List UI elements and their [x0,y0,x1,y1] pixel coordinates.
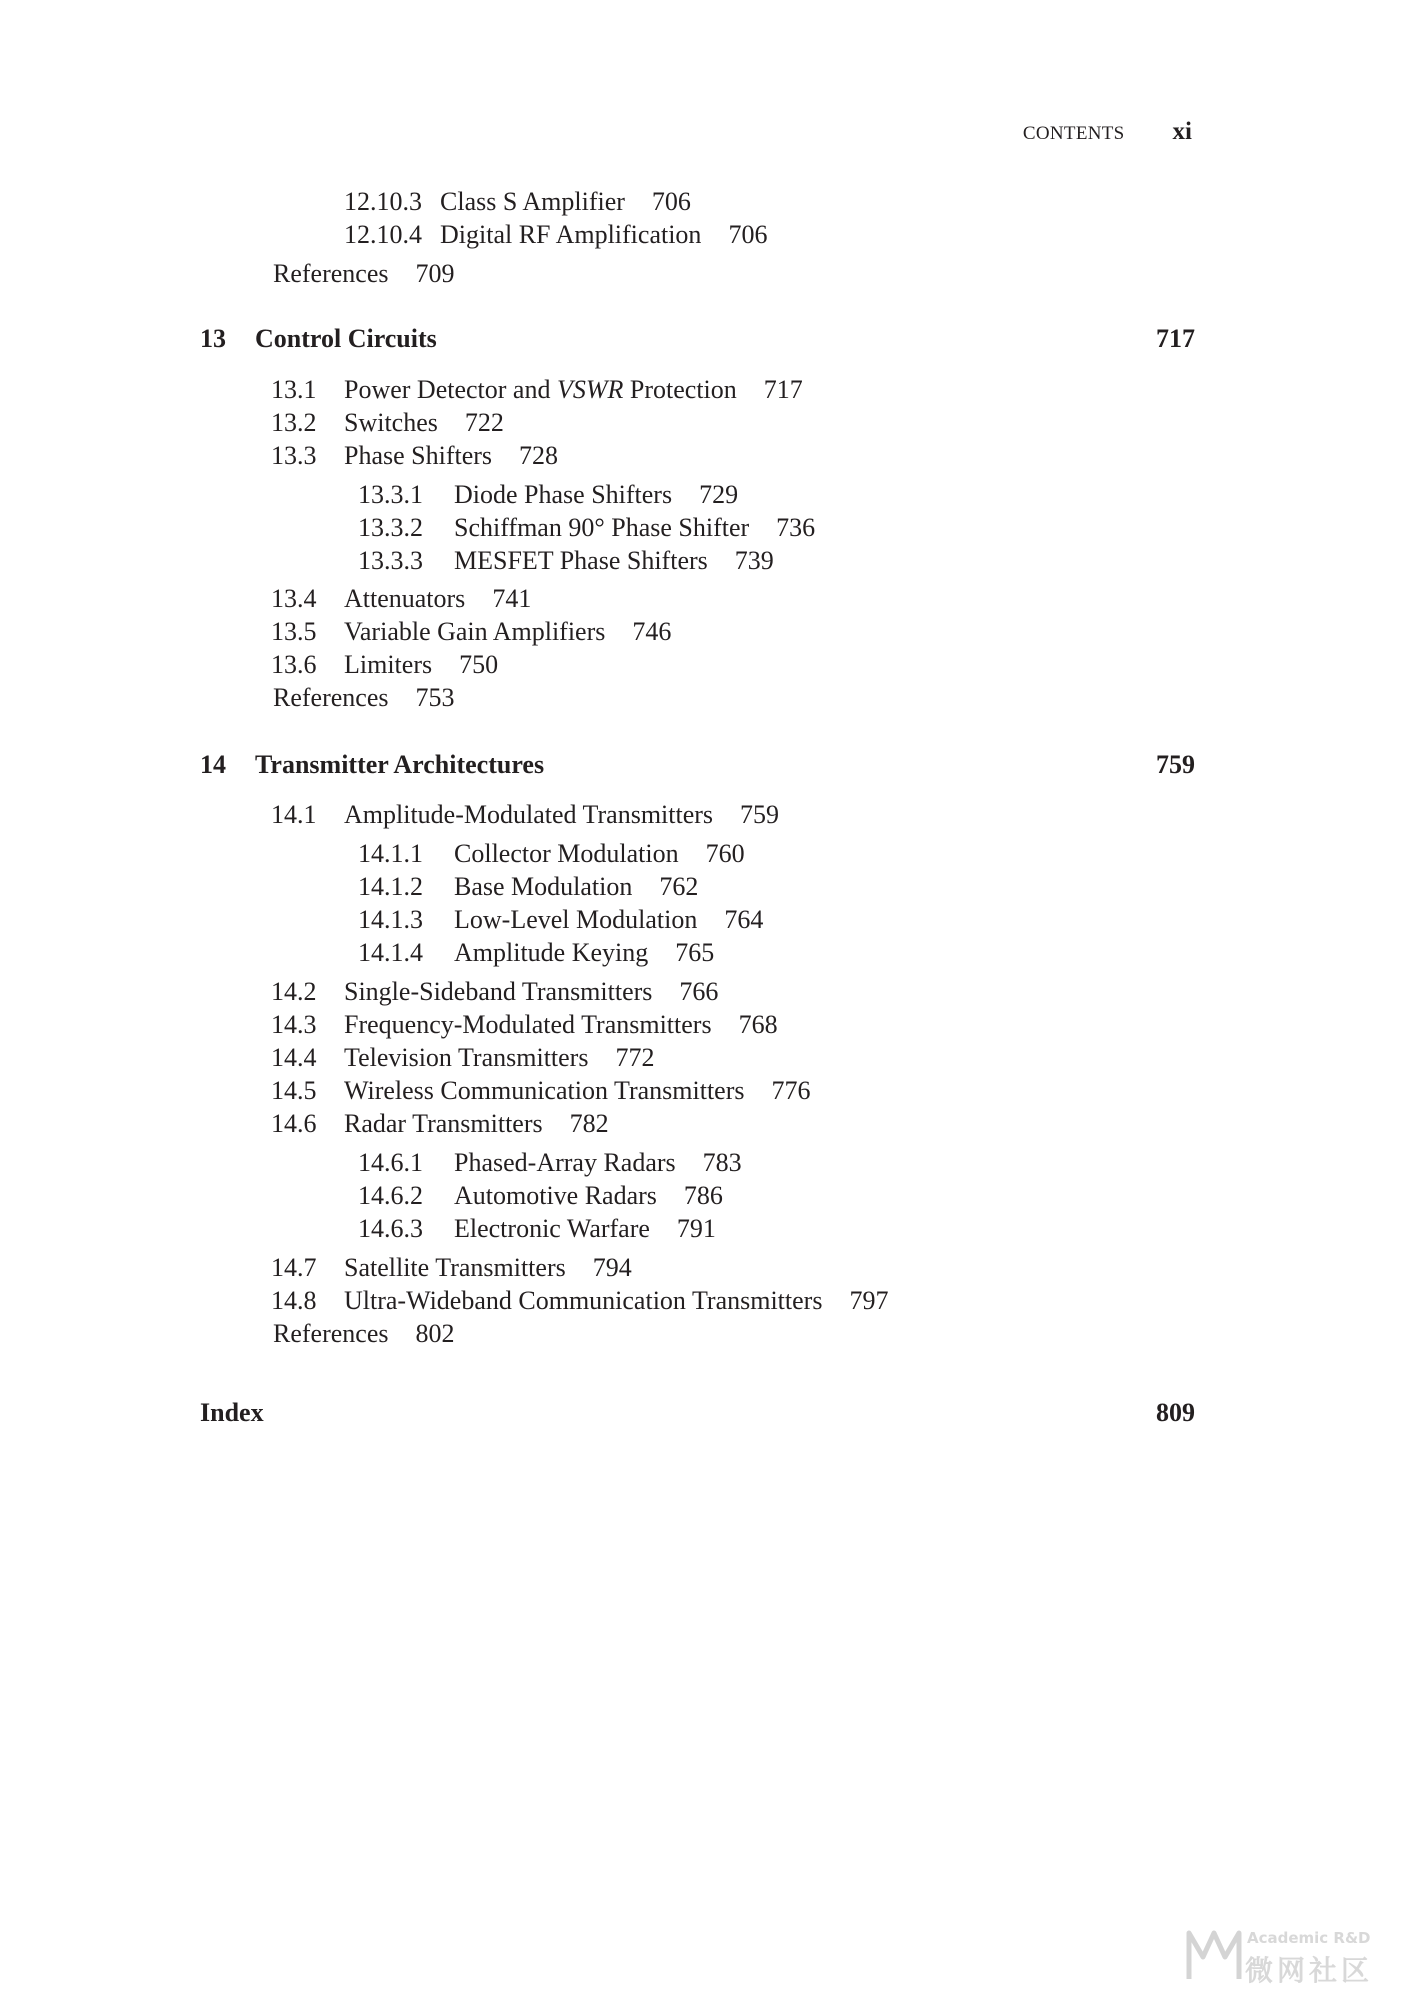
section-title: Single-Sideband Transmitters [344,977,653,1006]
section-number: 13.2 [271,408,317,437]
section-text [454,478,738,512]
page-number: 783 [702,1148,742,1177]
toc-chapter-14[interactable] [200,748,1195,782]
section-title: Automotive Radars [454,1181,657,1210]
page-number: 722 [464,408,504,437]
section-number: 14.1.1 [358,839,423,868]
page-number: 759 [740,800,780,829]
page-number: 764 [724,905,764,934]
watermark-english: Academic R&D [1247,1929,1371,1947]
page-number: 739 [734,546,774,575]
page-number: 794 [592,1253,632,1282]
section-title: Class S Amplifier [440,187,625,216]
page-number: 782 [569,1109,609,1138]
references-label: References [273,259,389,288]
section-title: Satellite Transmitters [344,1253,566,1282]
section-title: Limiters [344,650,433,679]
page-number: 760 [705,839,745,868]
section-number: 13.3.2 [358,513,423,542]
section-title: Amplitude Keying [454,938,649,967]
section-text [273,681,454,715]
section-title: Diode Phase Shifters [454,480,673,509]
section-number: 14.1.3 [358,905,423,934]
running-title: CONTENTS [1022,123,1125,144]
section-number: 14.6 [271,1109,317,1138]
section-title: Phased-Array Radars [454,1148,676,1177]
chapter-number: 13 [200,324,226,353]
section-number: 14.8 [271,1286,317,1315]
section-title: MESFET Phase Shifters [454,546,708,575]
section-text [344,798,779,832]
watermark [1185,1925,1395,1985]
section-number: 13.6 [271,650,317,679]
section-text [344,1107,609,1141]
page-number: 772 [615,1043,655,1072]
page-number: 750 [459,650,499,679]
section-text [440,218,767,252]
section-text [454,511,815,545]
chapter-number: 14 [200,750,226,779]
section-title: Collector Modulation [454,839,679,868]
page-number: 766 [679,977,719,1006]
section-title: Attenuators [344,584,466,613]
section-number: 14.1.2 [358,872,423,901]
page-number: 786 [683,1181,723,1210]
section-number: 14.5 [271,1076,317,1105]
section-title-rest: Protection [623,375,737,404]
page-number: 729 [699,480,739,509]
page-number: 762 [659,872,699,901]
page-folio: xi [1172,118,1192,145]
section-text [454,1146,742,1180]
section-number: 14.6.3 [358,1214,423,1243]
section-number: 13.3.3 [358,546,423,575]
section-number: 13.3.1 [358,480,423,509]
section-title: Schiffman 90° Phase Shifter [454,513,750,542]
section-text [454,936,714,970]
toc-index[interactable] [200,1396,1195,1430]
section-number: 14.2 [271,977,317,1006]
section-title: Television Transmitters [344,1043,589,1072]
page-number: 802 [415,1319,455,1348]
page-number: 736 [776,513,816,542]
section-text [344,1074,811,1108]
section-number: 14.1 [271,800,317,829]
chapter-page-number: 717 [1156,324,1195,353]
section-text [344,648,498,682]
page-number: 797 [849,1286,889,1315]
section-text [344,1284,888,1318]
page-number: 765 [675,938,715,967]
section-title: Variable Gain Amplifiers [344,617,606,646]
page-number: 709 [415,259,455,288]
section-number: 14.1.4 [358,938,423,967]
section-text [273,1317,454,1351]
page-number: 706 [728,220,768,249]
section-text [454,1179,723,1213]
page-number: 728 [519,441,559,470]
section-number: 12.10.4 [344,220,422,249]
section-title-italic: VSWR [556,375,624,404]
index-page-number: 809 [1156,1398,1195,1427]
chapter-title: Control Circuits [255,324,437,353]
section-text [344,373,803,407]
section-number: 12.10.3 [344,187,422,216]
chapter-title: Transmitter Architectures [255,750,545,779]
section-number: 14.6.1 [358,1148,423,1177]
section-title: Low-Level Modulation [454,905,698,934]
section-text [344,582,531,616]
page-number: 717 [763,375,803,404]
section-text [454,903,763,937]
section-title: Frequency-Modulated Transmitters [344,1010,712,1039]
section-text [454,544,774,578]
section-text [344,975,718,1009]
chapter-page-number: 759 [1156,750,1195,779]
section-title: Electronic Warfare [454,1214,650,1243]
section-title: Phase Shifters [344,441,493,470]
section-title: Power Detector and [344,375,557,404]
section-number: 13.1 [271,375,317,404]
page-number: 753 [415,683,455,712]
section-text [344,1041,654,1075]
index-title: Index [200,1398,264,1427]
section-text [344,1251,632,1285]
section-number: 14.6.2 [358,1181,423,1210]
section-number: 14.7 [271,1253,317,1282]
section-text [454,870,698,904]
section-text [344,439,558,473]
section-text [344,406,504,440]
section-title: Digital RF Amplification [440,220,702,249]
section-text [454,1212,716,1246]
watermark-chinese: 微网社区 [1245,1954,1374,1987]
section-text [440,185,691,219]
page-number: 776 [771,1076,811,1105]
section-number: 14.4 [271,1043,317,1072]
section-title: Ultra-Wideband Communication Transmitters [344,1286,823,1315]
page-number: 791 [676,1214,716,1243]
page-number: 706 [651,187,691,216]
section-text [344,1008,778,1042]
section-number: 14.3 [271,1010,317,1039]
references-label: References [273,683,389,712]
section-text [344,615,671,649]
page-number: 741 [492,584,532,613]
page-number: 768 [738,1010,778,1039]
toc-chapter-13[interactable] [200,322,1195,356]
section-title: Switches [344,408,438,437]
section-title: Base Modulation [454,872,633,901]
watermark-logo-icon [1185,1927,1243,1983]
page-number: 746 [632,617,672,646]
section-text [273,257,454,291]
section-number: 13.4 [271,584,317,613]
running-header [1023,118,1192,152]
section-text [454,837,745,871]
section-number: 13.5 [271,617,317,646]
references-label: References [273,1319,389,1348]
section-title: Amplitude-Modulated Transmitters [344,800,714,829]
section-title: Wireless Communication Transmitters [344,1076,745,1105]
section-number: 13.3 [271,441,317,470]
section-title: Radar Transmitters [344,1109,543,1138]
